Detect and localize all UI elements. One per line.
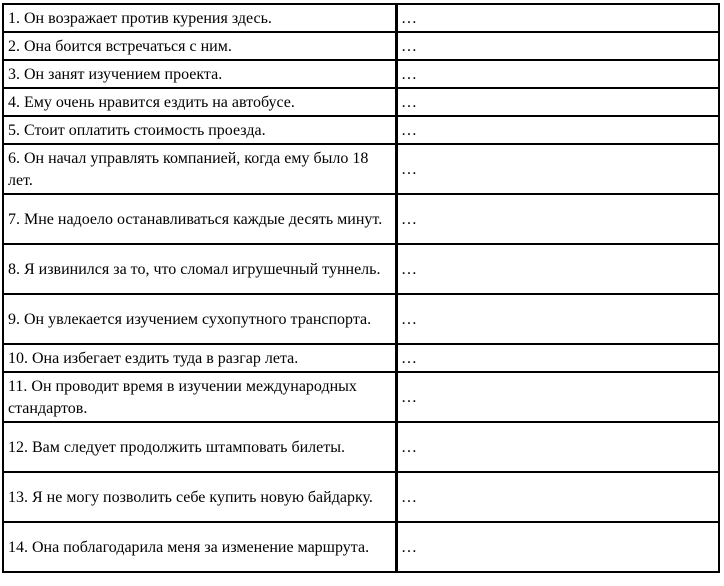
answer-cell[interactable]: … bbox=[397, 244, 719, 294]
sentence-cell: 4. Ему очень нравится ездить на автобусе. bbox=[3, 88, 397, 116]
table-row bbox=[3, 422, 719, 472]
table-row bbox=[3, 144, 719, 194]
table-row bbox=[3, 372, 719, 422]
table-row bbox=[3, 244, 719, 294]
answer-cell[interactable]: … bbox=[397, 32, 719, 60]
sentence-cell: 8. Я извинился за то, что сломал игрушечный туннель. bbox=[3, 244, 397, 294]
sentence-cell: 5. Стоит оплатить стоимость проезда. bbox=[3, 116, 397, 144]
sentence-cell: 11. Он проводит время в изучении международных стандартов. bbox=[3, 372, 397, 422]
answer-cell[interactable]: … bbox=[397, 4, 719, 32]
answer-cell[interactable]: … bbox=[397, 294, 719, 344]
table-row bbox=[3, 116, 719, 144]
sentence-cell: 10. Она избегает ездить туда в разгар лета. bbox=[3, 344, 397, 372]
answer-cell[interactable]: … bbox=[397, 472, 719, 522]
sentence-cell: 13. Я не могу позволить себе купить новую байдарку. bbox=[3, 472, 397, 522]
sentence-cell: 12. Вам следует продолжить штамповать билеты. bbox=[3, 422, 397, 472]
table-row bbox=[3, 344, 719, 372]
answer-cell[interactable]: … bbox=[397, 344, 719, 372]
exercise-table bbox=[2, 3, 720, 573]
sentence-cell: 7. Мне надоело останавливаться каждые десять минут. bbox=[3, 194, 397, 244]
answer-cell[interactable]: … bbox=[397, 60, 719, 88]
sentence-cell: 14. Она поблагодарила меня за изменение маршрута. bbox=[3, 522, 397, 572]
sentence-cell: 3. Он занят изучением проекта. bbox=[3, 60, 397, 88]
answer-cell[interactable]: … bbox=[397, 116, 719, 144]
answer-cell[interactable]: … bbox=[397, 194, 719, 244]
sentence-cell: 2. Она боится встречаться с ним. bbox=[3, 32, 397, 60]
answer-cell[interactable]: … bbox=[397, 88, 719, 116]
sentence-cell: 1. Он возражает против курения здесь. bbox=[3, 4, 397, 32]
table-row bbox=[3, 4, 719, 32]
table-row bbox=[3, 522, 719, 572]
table-row bbox=[3, 60, 719, 88]
answer-cell[interactable]: … bbox=[397, 372, 719, 422]
sentence-cell: 6. Он начал управлять компанией, когда ему было 18 лет. bbox=[3, 144, 397, 194]
answer-cell[interactable]: … bbox=[397, 522, 719, 572]
table-row bbox=[3, 472, 719, 522]
table-row bbox=[3, 194, 719, 244]
answer-cell[interactable]: … bbox=[397, 422, 719, 472]
table-row bbox=[3, 32, 719, 60]
table-row bbox=[3, 294, 719, 344]
sentence-cell: 9. Он увлекается изучением сухопутного транспорта. bbox=[3, 294, 397, 344]
answer-cell[interactable]: … bbox=[397, 144, 719, 194]
table-row bbox=[3, 88, 719, 116]
